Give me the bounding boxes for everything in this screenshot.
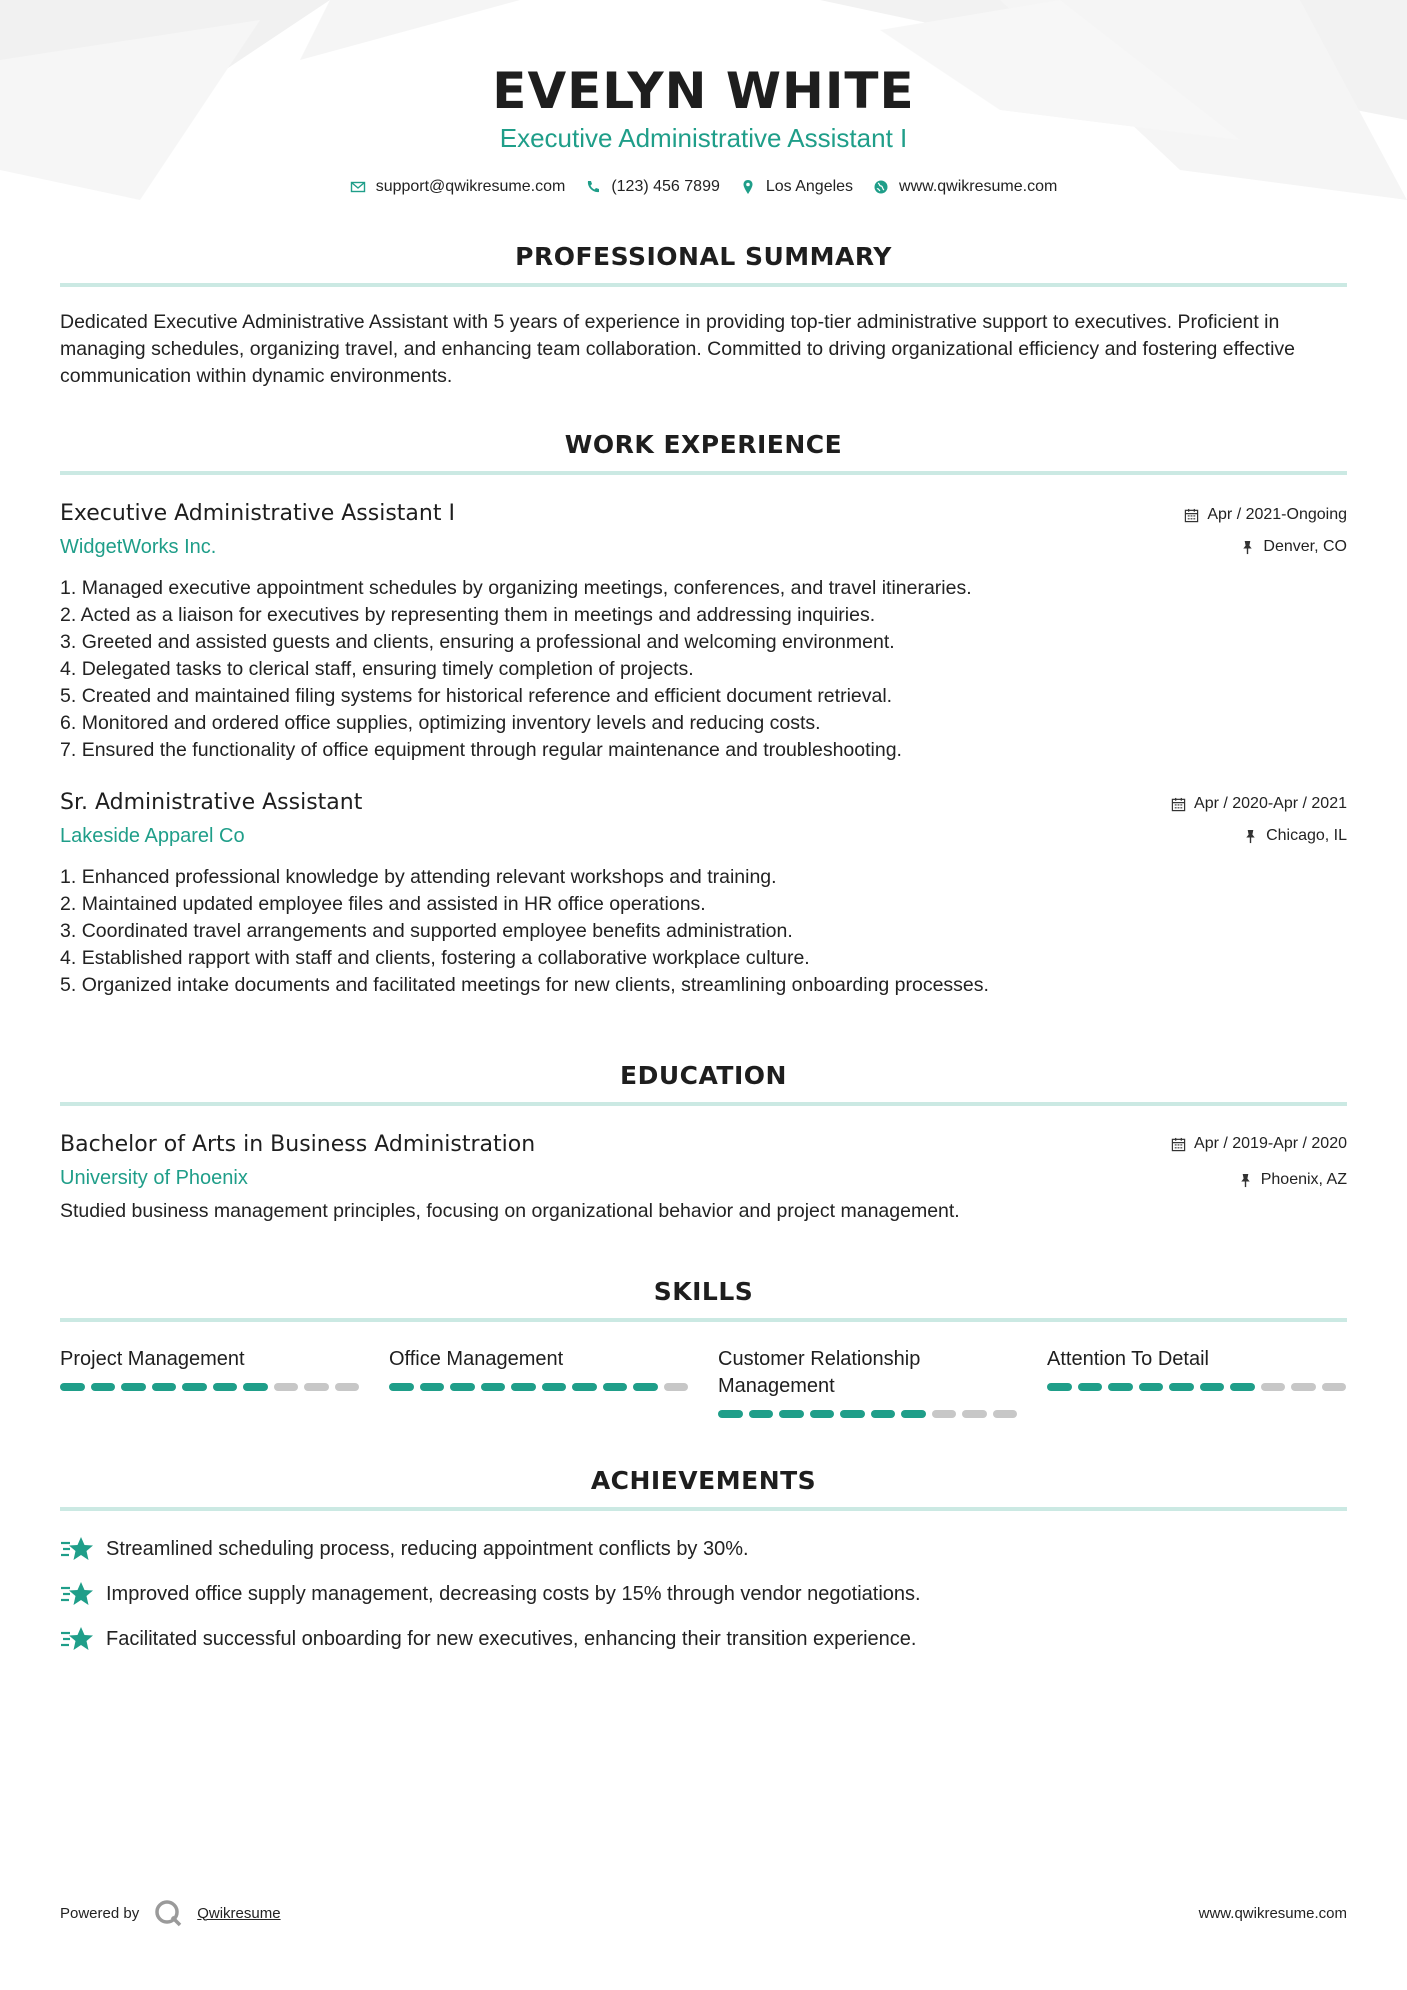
list-item: Managed executive appointment schedules by organizing meetings, conferences, and travel itineraries. [81,577,972,599]
achievement-text: Improved office supply management, decreasing costs by 15% through vendor negotiations. [106,1582,921,1605]
skill-segment-filled [840,1410,865,1418]
star-badge-icon [60,1580,94,1608]
achievement-item [60,1580,1347,1608]
achievement-item [60,1535,1347,1563]
envelope-icon [350,179,366,195]
map-pin-icon [740,179,756,195]
skill-segment-empty [304,1383,329,1391]
achievement-text: Streamlined scheduling process, reducing appointment conflicts by 30%. [106,1537,749,1560]
job-duties [60,864,1347,999]
candidate-name: EVELYN WHITE [492,62,915,120]
education-heading: EDUCATION [620,1061,787,1090]
list-item: Delegated tasks to clerical staff, ensuring timely completion of projects. [81,658,694,680]
summary-heading: PROFESSIONAL SUMMARY [515,242,892,271]
skill-segment-empty [1322,1383,1347,1391]
skill-segment-empty [932,1410,957,1418]
pushpin-icon [1240,540,1255,555]
skill-segment-filled [1169,1383,1194,1391]
footer-website[interactable]: www.qwikresume.com [1198,1904,1347,1922]
summary-text: Dedicated Executive Administrative Assistant with 5 years of experience in providing top-tier administrative support to executives. Proficient in managing schedules, organizing travel, and enhancing team collaboration. Committed to driving organizational efficiency and fostering effective communication within dynamic environments. [60,311,1296,387]
skill-segment-filled [572,1383,597,1391]
skill-segment-filled [1200,1383,1225,1391]
job-role: Sr. Administrative Assistant [60,790,363,815]
phone-icon [585,179,601,195]
skill-segment-empty [1291,1383,1316,1391]
skill-segment-empty [1261,1383,1286,1391]
list-item: Monitored and ordered office supplies, optimizing inventory levels and reducing costs. [81,712,821,734]
skill-segment-filled [213,1383,238,1391]
achievements-list [60,1535,1347,1653]
skill-item [1047,1346,1346,1418]
education-location: Phoenix, AZ [1260,1171,1347,1188]
job-company: Lakeside Apparel Co [60,825,245,847]
skill-segment-filled [603,1383,628,1391]
skill-segment-filled [60,1383,85,1391]
job-dates: Apr / 2020-Apr / 2021 [1194,795,1347,812]
contact-website[interactable] [873,178,1057,196]
section-divider [60,1318,1347,1322]
education-entry [60,1132,1347,1225]
skill-segment-filled [91,1383,116,1391]
school-name: University of Phoenix [60,1167,248,1189]
skill-level-bar [60,1383,359,1391]
brand-link[interactable]: Qwikresume [197,1904,281,1922]
job-entry [60,501,1347,764]
skill-segment-empty [274,1383,299,1391]
education-section [60,1061,1347,1225]
skill-name: Customer Relationship Management [718,1348,921,1397]
skill-segment-filled [718,1410,743,1418]
skill-item [60,1346,359,1418]
skill-segment-empty [335,1383,360,1391]
skills-list [60,1346,1347,1418]
contact-phone[interactable] [585,178,720,196]
skill-level-bar [718,1410,1017,1418]
resume-header [60,0,1347,196]
skill-segment-filled [1047,1383,1072,1391]
education-description: Studied business management principles, focusing on organizational behavior and project management. [60,1200,960,1222]
section-divider [60,1102,1347,1106]
achievement-item [60,1625,1347,1653]
skill-segment-filled [1230,1383,1255,1391]
page-footer [60,1898,1347,1928]
skill-segment-filled [871,1410,896,1418]
section-divider [60,1507,1347,1511]
star-badge-icon [60,1535,94,1563]
contact-phone-text: (123) 456 7899 [611,178,720,195]
job-duties [60,575,1347,764]
contact-website-text: www.qwikresume.com [899,178,1058,195]
star-badge-icon [60,1625,94,1653]
list-item: Maintained updated employee files and assisted in HR office operations. [81,893,706,915]
contact-email[interactable] [350,178,566,196]
list-item: Coordinated travel arrangements and supported employee benefits administration. [81,920,793,942]
skill-segment-filled [1078,1383,1103,1391]
skill-segment-filled [450,1383,475,1391]
skills-heading: SKILLS [653,1277,754,1306]
skill-segment-filled [420,1383,445,1391]
skill-segment-filled [121,1383,146,1391]
globe-icon [873,179,889,195]
contact-email-text: support@qwikresume.com [375,178,566,195]
list-item: Organized intake documents and facilitated meetings for new clients, streamlining onboarding processes. [81,974,989,996]
skill-segment-filled [389,1383,414,1391]
skill-segment-filled [542,1383,567,1391]
list-item: Ensured the functionality of office equipment through regular maintenance and troubleshooting. [81,739,902,761]
calendar-icon [1184,508,1199,523]
job-company: WidgetWorks Inc. [60,536,217,558]
skill-segment-filled [511,1383,536,1391]
skill-segment-empty [993,1410,1018,1418]
candidate-title: Executive Administrative Assistant I [499,123,908,153]
pushpin-icon [1243,829,1258,844]
list-item: Acted as a liaison for executives by representing them in meetings and addressing inquiries. [80,604,876,626]
achievement-text: Facilitated successful onboarding for new executives, enhancing their transition experience. [106,1627,917,1650]
skill-level-bar [389,1383,688,1391]
skill-item [389,1346,688,1418]
calendar-icon [1171,797,1186,812]
experience-section [60,430,1347,999]
skill-segment-filled [481,1383,506,1391]
contact-location-text: Los Angeles [765,178,854,195]
skill-segment-filled [901,1410,926,1418]
skill-segment-empty [664,1383,689,1391]
education-dates: Apr / 2019-Apr / 2020 [1194,1135,1347,1152]
list-item: Created and maintained filing systems for historical reference and efficient document retrieval. [81,685,893,707]
job-role: Executive Administrative Assistant I [60,501,455,526]
skill-name: Office Management [389,1348,564,1370]
section-divider [60,283,1347,287]
calendar-icon [1171,1137,1186,1152]
skill-name: Project Management [60,1348,245,1370]
skill-segment-filled [1108,1383,1133,1391]
job-location: Chicago, IL [1266,827,1347,844]
skill-segment-filled [182,1383,207,1391]
skill-segment-filled [779,1410,804,1418]
qwikresume-logo-icon [153,1898,183,1928]
skill-segment-filled [152,1383,177,1391]
skills-section [60,1277,1347,1418]
skill-segment-filled [633,1383,658,1391]
powered-by-label: Powered by [60,1904,140,1922]
skill-level-bar [1047,1383,1346,1391]
skill-segment-filled [749,1410,774,1418]
degree-title: Bachelor of Arts in Business Administration [60,1132,536,1157]
skill-segment-filled [1139,1383,1164,1391]
job-dates: Apr / 2021-Ongoing [1207,506,1347,523]
contact-location [740,178,853,196]
job-entry [60,790,1347,999]
list-item: Enhanced professional knowledge by attending relevant workshops and training. [81,866,777,888]
experience-heading: WORK EXPERIENCE [564,430,843,459]
skill-segment-filled [243,1383,268,1391]
skill-segment-filled [810,1410,835,1418]
pushpin-icon [1238,1173,1253,1188]
contact-bar [60,178,1347,196]
achievements-section [60,1466,1347,1653]
achievements-heading: ACHIEVEMENTS [590,1466,817,1495]
skill-segment-empty [962,1410,987,1418]
list-item: Greeted and assisted guests and clients, ensuring a professional and welcoming environment. [81,631,895,653]
list-item: Established rapport with staff and clients, fostering a collaborative workplace culture. [81,947,810,969]
skill-name: Attention To Detail [1047,1348,1209,1370]
job-location: Denver, CO [1263,538,1347,555]
section-divider [60,471,1347,475]
skill-item [718,1346,1017,1418]
powered-by [60,1898,281,1928]
summary-section [60,242,1347,390]
